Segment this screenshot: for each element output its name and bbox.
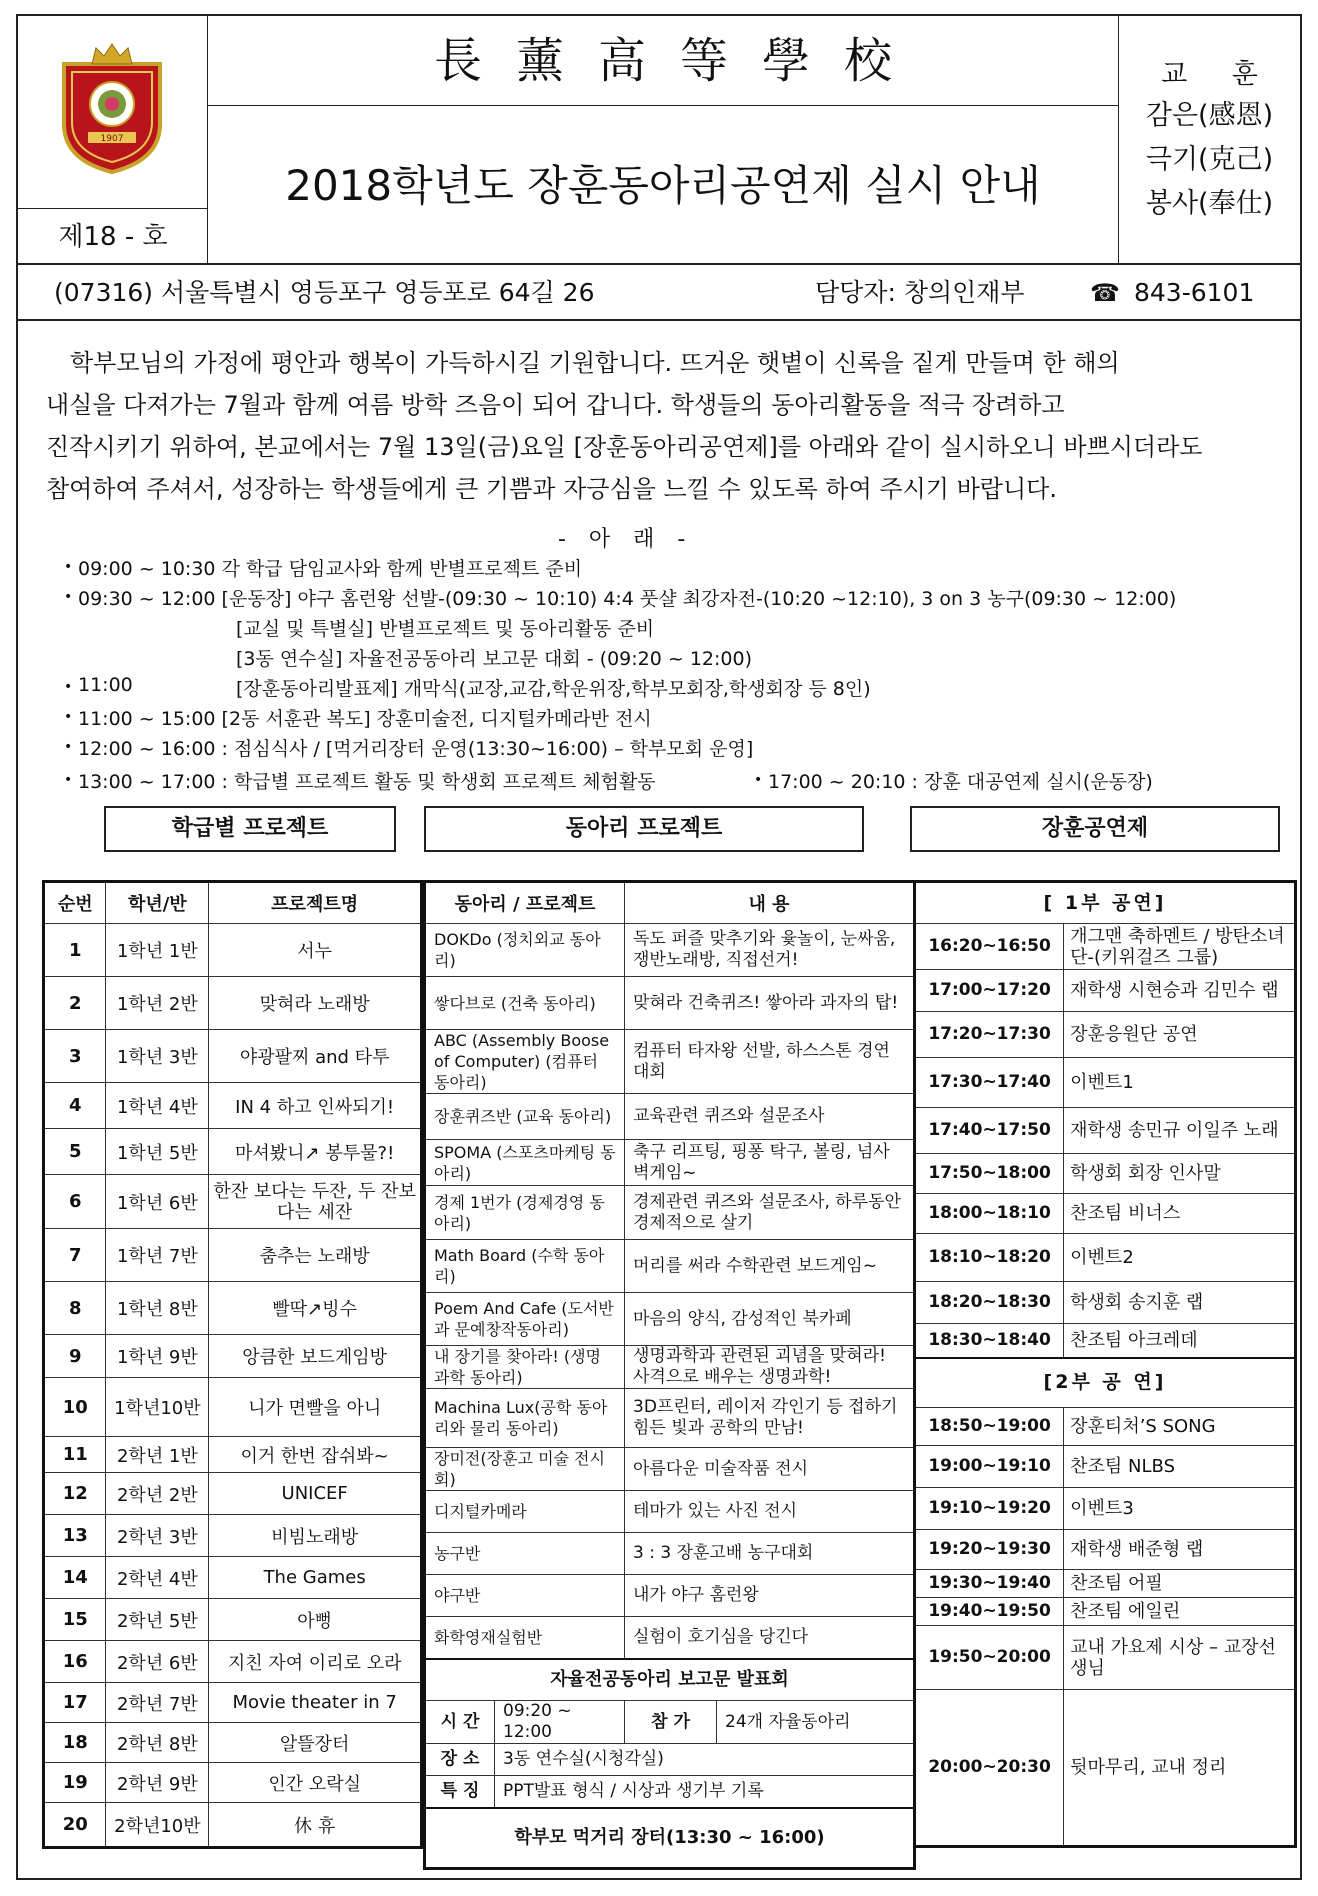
club-name: 디지털카메라	[425, 1491, 625, 1533]
performance-time: 19:50~20:00	[915, 1626, 1064, 1690]
row-number: 8	[44, 1282, 106, 1335]
class-name: 1학년 6반	[106, 1175, 209, 1229]
table-row	[425, 1575, 915, 1617]
schedule-item: 11:00	[78, 674, 133, 696]
intro-line: 참여하여 주셔서, 성장하는 학생들에게 큰 기쁨과 자긍심을 느낄 수 있도록 하여 주시기 바랍니다.	[46, 475, 1057, 503]
performance-time: 18:10~18:20	[915, 1234, 1064, 1282]
club-name: DOKDo (정치외교 동아리)	[425, 924, 625, 977]
club-name: SPOMA (스포츠마케팅 동아리)	[425, 1140, 625, 1186]
performance-time: 19:30~19:40	[915, 1570, 1064, 1598]
performance-item: 이벤트2	[1064, 1234, 1296, 1282]
schedule-item: 17:00 ~ 20:10 : 장훈 대공연제 실시(운동장)	[768, 771, 1153, 793]
table-row	[44, 1557, 422, 1599]
section-performance: 장훈공연제	[910, 806, 1280, 852]
project-name: 맞혀라 노래방	[209, 977, 422, 1030]
club-content: 3D프린터, 레이저 각인기 등 접하기 힘든 빛과 공학의 만남!	[625, 1389, 915, 1448]
part1-header: [ 1부 공연]	[915, 882, 1296, 924]
performance-item: 학생회 회장 인사말	[1064, 1154, 1296, 1194]
table-row	[915, 1626, 1296, 1690]
project-name: 마셔봤니↗ 봉투물?!	[209, 1129, 422, 1175]
performance-time: 17:20~17:30	[915, 1012, 1064, 1058]
table-row	[44, 977, 422, 1030]
performance-item: 개그맨 축하멘트 / 방탄소녀단-(키위걸즈 그룹)	[1064, 924, 1296, 970]
performance-time: 19:00~19:10	[915, 1446, 1064, 1488]
performance-time: 18:00~18:10	[915, 1194, 1064, 1234]
table-row	[44, 1083, 422, 1129]
table-row	[915, 970, 1296, 1012]
class-name: 2학년 7반	[106, 1683, 209, 1723]
project-name: 야광팔찌 and 타투	[209, 1030, 422, 1083]
telephone-icon: ☎	[1090, 279, 1120, 307]
schedule-item: 11:00 ~ 15:00 [2동 서훈관 복도] 장훈미술전, 디지털카메라반 전시	[78, 708, 652, 730]
table-row	[915, 1154, 1296, 1194]
row-number: 1	[44, 924, 106, 977]
table-row	[44, 1515, 422, 1557]
school-name: 長薰高等學校	[208, 16, 1118, 106]
class-name: 2학년 4반	[106, 1557, 209, 1599]
section-class-projects: 학급별 프로젝트	[104, 806, 396, 852]
table-row	[44, 1763, 422, 1803]
logo-year: 1907	[100, 134, 124, 144]
table-row	[425, 1533, 915, 1575]
performance-item: 장훈티처’S SONG	[1064, 1408, 1296, 1446]
bullet-icon: •	[64, 772, 73, 788]
project-name: UNICEF	[209, 1473, 422, 1515]
table-row	[44, 1803, 422, 1848]
club-content: 축구 리프팅, 핑퐁 탁구, 볼링, 넘사벽게임~	[625, 1140, 915, 1186]
schedule-item: 13:00 ~ 17:00 : 학급별 프로젝트 활동 및 학생회 프로젝트 체험활동	[78, 771, 656, 793]
performance-time: 17:00~17:20	[915, 970, 1064, 1012]
table-row	[425, 1030, 915, 1094]
table-row	[44, 1229, 422, 1282]
column-header: 학년/반	[106, 882, 209, 924]
club-name: ABC (Assembly Boose of Computer) (컴퓨터 동아리)	[425, 1030, 625, 1094]
table-row	[44, 1175, 422, 1229]
report-feature: PPT발표 형식 / 시상과 생기부 기록	[495, 1776, 915, 1808]
project-name: The Games	[209, 1557, 422, 1599]
motto-item: 극기(克己)	[1145, 144, 1274, 175]
table-row	[915, 924, 1296, 970]
table-row	[425, 1617, 915, 1659]
table-row	[44, 1473, 422, 1515]
bullet-icon: •	[64, 739, 73, 755]
class-name: 2학년 2반	[106, 1473, 209, 1515]
row-number: 3	[44, 1030, 106, 1083]
table-row	[44, 1437, 422, 1473]
table-row	[44, 1599, 422, 1641]
table-row	[44, 1282, 422, 1335]
club-name: 장훈퀴즈반 (교육 동아리)	[425, 1094, 625, 1140]
row-number: 11	[44, 1437, 106, 1473]
project-name: 인간 오락실	[209, 1763, 422, 1803]
table-row	[915, 1570, 1296, 1598]
table-row	[425, 924, 915, 977]
motto-item: 감은(感恩)	[1145, 100, 1274, 131]
table-row	[915, 1108, 1296, 1154]
school-emblem-icon	[58, 42, 166, 174]
address: (07316) 서울특별시 영등포구 영등포로 64길 26	[54, 278, 595, 307]
row-number: 19	[44, 1763, 106, 1803]
column-header: 프로젝트명	[209, 882, 422, 924]
performance-item: 재학생 시현승과 김민수 랩	[1064, 970, 1296, 1012]
table-row	[425, 1448, 915, 1491]
class-name: 1학년 3반	[106, 1030, 209, 1083]
column-header: 내 용	[625, 882, 915, 924]
row-number: 15	[44, 1599, 106, 1641]
motto-title: 교 훈	[1161, 59, 1276, 90]
club-content: 생명과학과 관련된 괴념을 맞혀라! 사격으로 배우는 생명과학!	[625, 1346, 915, 1389]
class-name: 1학년10반	[106, 1378, 209, 1437]
club-content: 머리를 써라 수학관련 보드게임~	[625, 1240, 915, 1293]
row-number: 5	[44, 1129, 106, 1175]
table-row	[425, 1346, 915, 1389]
club-name: Machina Lux(공학 동아리와 물리 동아리)	[425, 1389, 625, 1448]
address-bar	[18, 265, 1300, 321]
table-row	[44, 1683, 422, 1723]
issue-number: 제18 - 호	[18, 208, 208, 265]
performance-time: 16:20~16:50	[915, 924, 1064, 970]
club-content: 독도 퍼즐 맞추기와 윷놀이, 눈싸움, 쟁반노래방, 직접선거!	[625, 924, 915, 977]
intro-line: 학부모님의 가정에 평안과 행복이 가득하시길 기원합니다. 뜨거운 햇볕이 신록을 짙게 만들며 한 해의	[70, 349, 1120, 377]
bullet-icon: •	[64, 559, 73, 575]
performance-time: 18:30~18:40	[915, 1324, 1064, 1358]
project-name: 비빔노래방	[209, 1515, 422, 1557]
intro-text	[46, 342, 1286, 510]
report-participants: 24개 자율동아리	[717, 1701, 915, 1744]
club-content: 컴퓨터 타자왕 선발, 하스스톤 경연대회	[625, 1030, 915, 1094]
schedule-item: [교실 및 특별실] 반별프로젝트 및 동아리활동 준비	[236, 618, 655, 640]
performance-item: 찬조팀 NLBS	[1064, 1446, 1296, 1488]
club-content: 경제관련 퀴즈와 설문조사, 하루동안 경제적으로 살기	[625, 1186, 915, 1240]
row-number: 14	[44, 1557, 106, 1599]
club-content: 실험이 호기심을 당긴다	[625, 1617, 915, 1659]
performance-time: 20:00~20:30	[915, 1690, 1064, 1847]
performance-time: 17:40~17:50	[915, 1108, 1064, 1154]
motto-box	[1118, 16, 1300, 265]
bullet-icon: •	[64, 589, 73, 605]
class-name: 1학년 9반	[106, 1335, 209, 1378]
project-name: 알뜰장터	[209, 1723, 422, 1763]
class-name: 2학년10반	[106, 1803, 209, 1848]
performance-time: 19:40~19:50	[915, 1598, 1064, 1626]
club-content: 테마가 있는 사진 전시	[625, 1491, 915, 1533]
performance-item: 찬조팀 에일린	[1064, 1598, 1296, 1626]
club-name: 내 장기를 찾아라! (생명과학 동아리)	[425, 1346, 625, 1389]
performance-time: 19:20~19:30	[915, 1530, 1064, 1570]
report-title: 자율전공동아리 보고문 발표회	[425, 1659, 915, 1701]
performance-time: 17:30~17:40	[915, 1058, 1064, 1108]
performance-item: 뒷마무리, 교내 정리	[1064, 1690, 1296, 1847]
column-header: 동아리 / 프로젝트	[425, 882, 625, 924]
parent-market: 학부모 먹거리 장터(13:30 ~ 16:00)	[425, 1808, 915, 1869]
project-name: 서누	[209, 924, 422, 977]
class-name: 2학년 1반	[106, 1437, 209, 1473]
class-name: 2학년 6반	[106, 1641, 209, 1683]
table-row	[44, 1335, 422, 1378]
project-name: 앙큼한 보드게임방	[209, 1335, 422, 1378]
table-row	[44, 1129, 422, 1175]
table-row	[915, 1324, 1296, 1358]
project-name: 니가 면빨을 아니	[209, 1378, 422, 1437]
club-name: 야구반	[425, 1575, 625, 1617]
schedule-item: 09:30 ~ 12:00 [운동장] 야구 홈런왕 선발-(09:30 ~ 10:10) 4:4 풋샬 최강자전-(10:20 ~12:10), 3 on 3 농구(09:30 ~ 12:00)	[78, 588, 1177, 610]
report-place-label: 장 소	[425, 1744, 495, 1776]
row-number: 12	[44, 1473, 106, 1515]
class-name: 1학년 1반	[106, 924, 209, 977]
project-name: IN 4 하고 인싸되기!	[209, 1083, 422, 1129]
table-row	[915, 1598, 1296, 1626]
performance-item: 재학생 배준형 랩	[1064, 1530, 1296, 1570]
club-name: 쌓다브로 (건축 동아리)	[425, 977, 625, 1030]
class-name: 1학년 4반	[106, 1083, 209, 1129]
table-row	[915, 1488, 1296, 1530]
report-time: 09:20 ~ 12:00	[495, 1701, 625, 1744]
row-number: 4	[44, 1083, 106, 1129]
schedule-item: 12:00 ~ 16:00 : 점심식사 / [먹거리장터 운영(13:30~16:00) – 학부모회 운영]	[78, 738, 754, 760]
class-name: 1학년 5반	[106, 1129, 209, 1175]
class-name: 1학년 8반	[106, 1282, 209, 1335]
schedule-item: 09:00 ~ 10:30 각 학급 담임교사와 함께 반별프로젝트 준비	[78, 558, 583, 580]
table-row	[425, 1389, 915, 1448]
performance-item: 학생회 송지훈 랩	[1064, 1282, 1296, 1324]
project-name: Movie theater in 7	[209, 1683, 422, 1723]
club-name: 장미전(장훈고 미술 전시회)	[425, 1448, 625, 1491]
schedule-item: [장훈동아리발표제] 개막식(교장,교감,학운위장,학부모회장,학생회장 등 8인)	[236, 678, 871, 700]
performance-time: 18:50~19:00	[915, 1408, 1064, 1446]
club-name: 농구반	[425, 1533, 625, 1575]
class-name: 2학년 9반	[106, 1763, 209, 1803]
row-number: 18	[44, 1723, 106, 1763]
bullet-icon: •	[64, 679, 73, 695]
club-content: 내가 야구 홈런왕	[625, 1575, 915, 1617]
performance-time: 18:20~18:30	[915, 1282, 1064, 1324]
report-time-label: 시 간	[425, 1701, 495, 1744]
club-project-table	[423, 880, 916, 1870]
club-name: 경제 1번가 (경제경영 동아리)	[425, 1186, 625, 1240]
class-name: 2학년 5반	[106, 1599, 209, 1641]
performance-item: 이벤트1	[1064, 1058, 1296, 1108]
below-label: - 아 래 -	[558, 527, 694, 552]
column-header: 순번	[44, 882, 106, 924]
performance-table	[913, 880, 1297, 1848]
project-name: 한잔 보다는 두잔, 두 잔보다는 세잔	[209, 1175, 422, 1229]
row-number: 20	[44, 1803, 106, 1848]
project-name: 빨딱↗빙수	[209, 1282, 422, 1335]
table-row	[915, 1530, 1296, 1570]
performance-item: 찬조팀 아크레데	[1064, 1324, 1296, 1358]
club-content: 맞혀라 건축퀴즈! 쌓아라 과자의 탑!	[625, 977, 915, 1030]
row-number: 9	[44, 1335, 106, 1378]
report-participants-label: 참 가	[625, 1701, 717, 1744]
club-content: 아름다운 미술작품 전시	[625, 1448, 915, 1491]
project-name: 이거 한번 잡쉬봐~	[209, 1437, 422, 1473]
table-row	[915, 1058, 1296, 1108]
table-row	[425, 1094, 915, 1140]
table-row	[915, 1690, 1296, 1847]
report-feature-label: 특 징	[425, 1776, 495, 1808]
logo-box	[18, 16, 208, 265]
performance-item: 찬조팀 어필	[1064, 1570, 1296, 1598]
performance-item: 이벤트3	[1064, 1488, 1296, 1530]
part2-header: [2부 공 연]	[915, 1358, 1296, 1408]
class-name: 2학년 8반	[106, 1723, 209, 1763]
class-name: 1학년 7반	[106, 1229, 209, 1282]
club-content: 교육관련 퀴즈와 설문조사	[625, 1094, 915, 1140]
row-number: 7	[44, 1229, 106, 1282]
club-name: Math Board (수학 동아리)	[425, 1240, 625, 1293]
table-row	[915, 1408, 1296, 1446]
class-name: 1학년 2반	[106, 977, 209, 1030]
table-row	[44, 1723, 422, 1763]
class-project-table	[42, 880, 423, 1849]
contact-person: 담당자: 창의인재부	[815, 278, 1025, 307]
club-name: Poem And Cafe (도서반과 문예창작동아리)	[425, 1293, 625, 1346]
table-row	[915, 1012, 1296, 1058]
performance-item: 찬조팀 비너스	[1064, 1194, 1296, 1234]
schedule-item: [3동 연수실] 자율전공동아리 보고문 대회 - (09:20 ~ 12:00)	[236, 648, 753, 670]
performance-time: 17:50~18:00	[915, 1154, 1064, 1194]
report-place: 3동 연수실(시청각실)	[495, 1744, 915, 1776]
notice-page	[16, 14, 1302, 1880]
row-number: 16	[44, 1641, 106, 1683]
project-name: 休 휴	[209, 1803, 422, 1848]
table-row	[44, 924, 422, 977]
bullet-icon: •	[754, 772, 763, 788]
table-row	[44, 1030, 422, 1083]
performance-time: 19:10~19:20	[915, 1488, 1064, 1530]
performance-item: 재학생 송민규 이일주 노래	[1064, 1108, 1296, 1154]
project-name: 지친 자여 이리로 오라	[209, 1641, 422, 1683]
bullet-icon: •	[64, 709, 73, 725]
table-row	[425, 977, 915, 1030]
project-name: 춤추는 노래방	[209, 1229, 422, 1282]
document-title: 2018학년도 장훈동아리공연제 실시 안내	[285, 161, 1041, 210]
phone-number: 843-6101	[1134, 278, 1255, 307]
class-name: 2학년 3반	[106, 1515, 209, 1557]
club-content: 3 : 3 장훈고배 농구대회	[625, 1533, 915, 1575]
table-row	[425, 1491, 915, 1533]
performance-item: 장훈응원단 공연	[1064, 1012, 1296, 1058]
intro-line: 진작시키기 위하여, 본교에서는 7월 13일(금)요일 [장훈동아리공연제]를 아래와 같이 실시하오니 바쁘시더라도	[46, 433, 1203, 461]
motto-item: 봉사(奉仕)	[1145, 188, 1274, 219]
table-row	[915, 1234, 1296, 1282]
project-name: 아뻥	[209, 1599, 422, 1641]
header	[18, 16, 1300, 265]
table-row	[425, 1140, 915, 1186]
row-number: 6	[44, 1175, 106, 1229]
table-row	[425, 1240, 915, 1293]
performance-item: 교내 가요제 시상 – 교장선생님	[1064, 1626, 1296, 1690]
table-row	[44, 1378, 422, 1437]
table-row	[425, 1293, 915, 1346]
row-number: 17	[44, 1683, 106, 1723]
table-row	[915, 1194, 1296, 1234]
table-row	[915, 1446, 1296, 1488]
club-content: 마음의 양식, 감성적인 북카페	[625, 1293, 915, 1346]
intro-line: 내실을 다져가는 7월과 함께 여름 방학 즈음이 되어 갑니다. 학생들의 동아리활동을 적극 장려하고	[46, 391, 1065, 419]
section-club-projects: 동아리 프로젝트	[424, 806, 864, 852]
table-row	[425, 1186, 915, 1240]
table-row	[915, 1282, 1296, 1324]
row-number: 13	[44, 1515, 106, 1557]
row-number: 10	[44, 1378, 106, 1437]
table-row	[44, 1641, 422, 1683]
club-name: 화학영재실험반	[425, 1617, 625, 1659]
row-number: 2	[44, 977, 106, 1030]
